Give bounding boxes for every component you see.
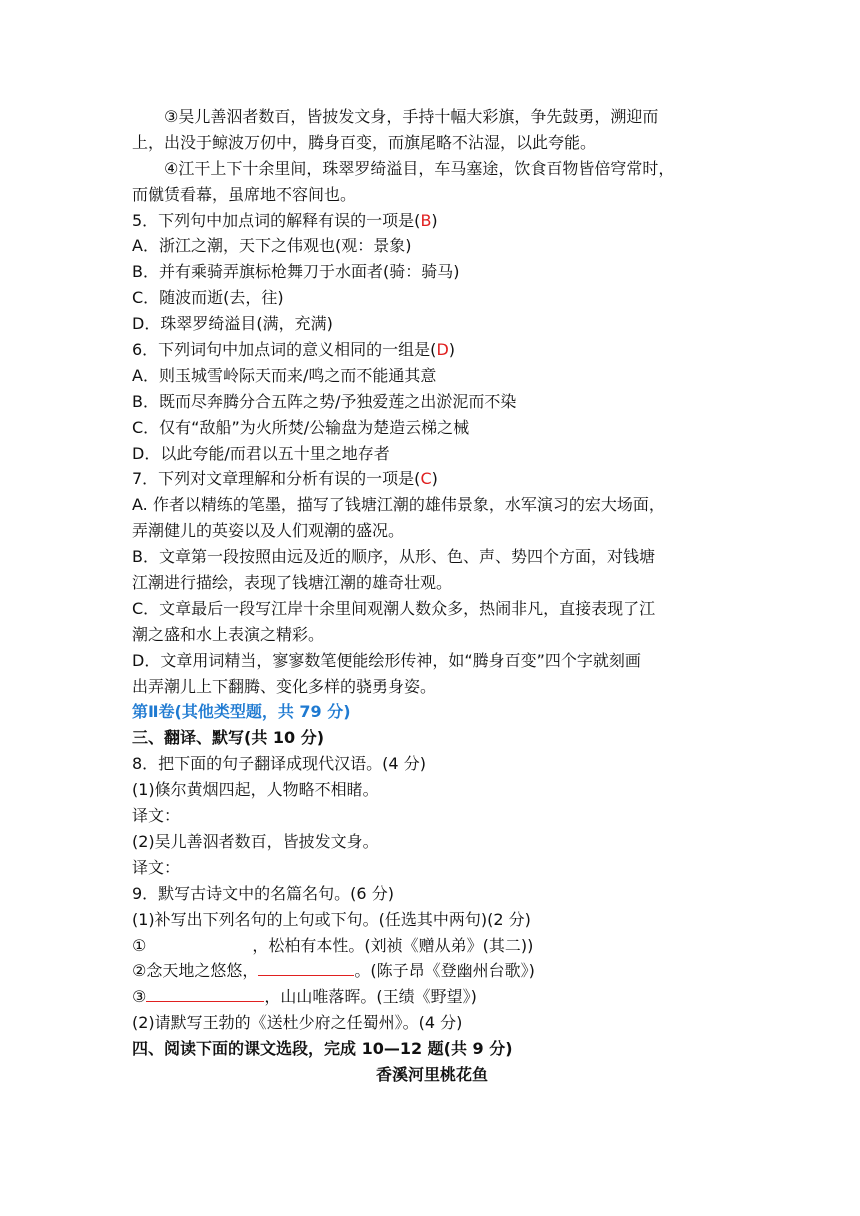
q9-item-3: ③ ，山山唯落晖。(王绩《野望》) bbox=[132, 987, 477, 1007]
document-page bbox=[132, 104, 732, 1088]
part-3-heading: 三、翻译、默写(共 10 分) bbox=[132, 728, 325, 748]
q8-translation-1-label: 译文： bbox=[132, 806, 181, 826]
q9-sub1: (1)补写出下列名句的上句或下句。(任选其中两句)(2 分) bbox=[132, 909, 531, 929]
q7-option-d-line2: 出弄潮儿上下翻腾、变化多样的骁勇身姿。 bbox=[132, 676, 437, 696]
excerpt-title: 香溪河里桃花鱼 bbox=[375, 1064, 488, 1084]
q5-answer: B bbox=[420, 210, 432, 230]
passage-p4-line2: 而僦赁看幕，虽席地不容间也。 bbox=[132, 184, 357, 204]
section-2-heading: 第Ⅱ卷(其他类型题，共 79 分) bbox=[132, 702, 351, 722]
q8-translation-2-label: 译文： bbox=[132, 857, 181, 877]
q6-option-c: C．仅有“敌船”为火所焚/公输盘为楚造云梯之械 bbox=[132, 417, 470, 437]
q6-stem: 6．下列词句中加点词的意义相同的一组是(D) bbox=[132, 340, 456, 360]
q9-sub2: (2)请默写王勃的《送杜少府之任蜀州》。(4 分) bbox=[132, 1013, 463, 1033]
q8-stem: 8．把下面的句子翻译成现代汉语。(4 分) bbox=[132, 754, 426, 774]
q6-option-a: A．则玉城雪岭际天而来/鸣之而不能通其意 bbox=[132, 365, 437, 385]
q6-option-b: B．既而尽奔腾分合五阵之势/予独爱莲之出淤泥而不染 bbox=[132, 391, 517, 411]
q9-item-1: ① ，松柏有本性。(刘祯《赠从弟》(其二)) bbox=[132, 935, 534, 955]
q7-option-a-line2: 弄潮健儿的英姿以及人们观潮的盛况。 bbox=[132, 521, 405, 541]
part-4-heading: 四、阅读下面的课文选段，完成 10—12 题(共 9 分) bbox=[132, 1039, 513, 1059]
q7-option-c-line1: C．文章最后一段写江岸十余里间观潮人数众多，热闹非凡，直接表现了江 bbox=[132, 598, 656, 618]
q6-answer: D bbox=[436, 340, 449, 360]
passage-p4-line1: ④江干上下十余里间，珠翠罗绮溢目，车马塞途，饮食百物皆倍穹常时， bbox=[164, 158, 675, 178]
passage-p3-line2: 上，出没于鲸波万仞中，腾身百变，而旗尾略不沾湿，以此夸能。 bbox=[132, 132, 597, 152]
q5-stem: 5．下列句中加点词的解释有误的一项是(B) bbox=[132, 210, 438, 230]
q5-option-c: C．随波而逝(去，往) bbox=[132, 288, 284, 308]
blank-2[interactable] bbox=[258, 959, 354, 976]
q8-sentence-1: (1)倏尔黄烟四起，人物略不相睹。 bbox=[132, 780, 379, 800]
q7-option-d-line1: D．文章用词精当，寥寥数笔便能绘形传神，如“腾身百变”四个字就刻画 bbox=[132, 650, 641, 670]
q7-answer: C bbox=[420, 469, 432, 489]
q7-stem: 7．下列对文章理解和分析有误的一项是(C) bbox=[132, 469, 438, 489]
q6-option-d: D．以此夸能/而君以五十里之地存者 bbox=[132, 443, 390, 463]
q8-sentence-2: (2)吴儿善泅者数百，皆披发文身。 bbox=[132, 831, 379, 851]
blank-3[interactable] bbox=[146, 985, 264, 1002]
q9-stem: 9．默写古诗文中的名篇名句。(6 分) bbox=[132, 883, 394, 903]
q7-option-b-line1: B．文章第一段按照由远及近的顺序，从形、色、声、势四个方面，对钱塘 bbox=[132, 547, 655, 567]
blank-1[interactable] bbox=[146, 935, 252, 951]
q5-option-b: B．并有乘骑弄旗标枪舞刀于水面者(骑：骑马) bbox=[132, 262, 460, 282]
q9-item-2: ②念天地之悠悠， 。(陈子昂《登幽州台歌》) bbox=[132, 961, 535, 981]
q5-option-a: A．浙江之潮，天下之伟观也(观：景象) bbox=[132, 236, 412, 256]
q7-option-c-line2: 潮之盛和水上表演之精彩。 bbox=[132, 624, 325, 644]
passage-p3-line1: ③吴儿善泅者数百，皆披发文身，手持十幅大彩旗，争先鼓勇，溯迎而 bbox=[164, 107, 659, 126]
q5-option-d: D．珠翠罗绮溢目(满，充满) bbox=[132, 314, 333, 334]
q7-option-b-line2: 江潮进行描绘，表现了钱塘江潮的雄奇壮观。 bbox=[132, 573, 453, 593]
q7-option-a-line1: A. 作者以精练的笔墨，描写了钱塘江潮的雄伟景象，水军演习的宏大场面， bbox=[132, 495, 665, 515]
